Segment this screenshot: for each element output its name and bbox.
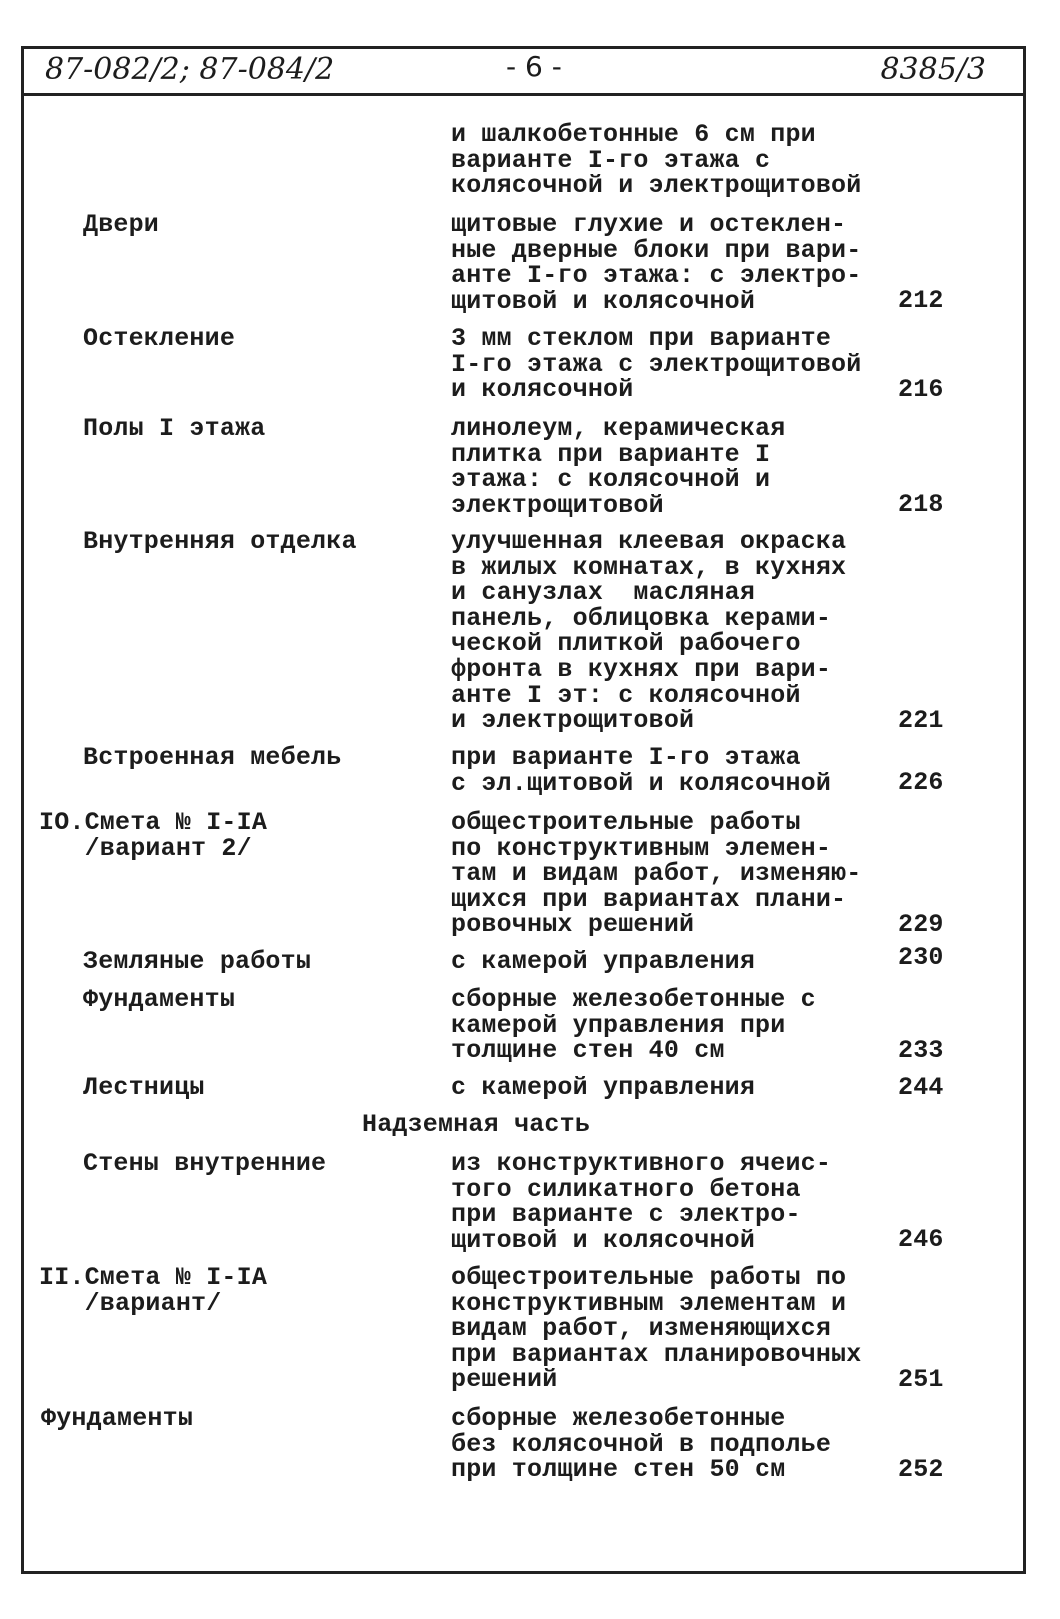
table-row bbox=[0, 1265, 1060, 1393]
row-description: линолеум, керамическая плитка при варианте I этажа: с колясочной и электрощитовой bbox=[451, 414, 786, 520]
row-label: Земляные работы bbox=[83, 947, 312, 976]
table-row bbox=[0, 416, 1060, 518]
row-label: Лестницы bbox=[83, 1073, 205, 1102]
table-row bbox=[0, 1406, 1060, 1483]
table-row bbox=[0, 529, 1060, 734]
row-label: Двери bbox=[83, 210, 160, 239]
row-description: и шалкобетонные 6 см при варианте I-го этажа с колясочной и электрощитовой bbox=[451, 120, 862, 201]
page-number: - 6 - bbox=[506, 50, 562, 83]
row-page: 212 bbox=[898, 286, 944, 316]
section-heading: Надземная часть bbox=[362, 1110, 591, 1139]
row-description: щитовые глухие и остеклен- ные дверные блоки при вари- анте I-го этажа: с электро- щитовой и колясочной bbox=[451, 210, 862, 316]
row-label: Остекление bbox=[83, 324, 236, 353]
row-description: при варианте I-го этажа с эл.щитовой и колясочной bbox=[451, 743, 832, 798]
row-label: IO.Смета № I-IA /вариант 2/ bbox=[39, 808, 268, 863]
row-page: 246 bbox=[898, 1225, 944, 1255]
row-description: общестроительные работы по конструктивным элемен- там и видам работ, изменяю- щихся при вариантах плани- ровочных решений bbox=[451, 808, 862, 940]
row-page: 221 bbox=[898, 706, 944, 736]
table-row bbox=[0, 1075, 1060, 1101]
row-description: общестроительные работы по конструктивным элементам и видам работ, изменяющихся при вариантах планировочных решений bbox=[451, 1263, 862, 1395]
row-page: 226 bbox=[898, 768, 944, 798]
document-codes: 87-082/2; 87-084/2 bbox=[45, 52, 335, 87]
row-page: 251 bbox=[898, 1365, 944, 1395]
row-page: 244 bbox=[898, 1073, 944, 1103]
table-row bbox=[0, 943, 1060, 976]
table-row bbox=[0, 1151, 1060, 1253]
row-label: Встроенная мебель bbox=[83, 743, 342, 772]
row-page: 252 bbox=[898, 1455, 944, 1485]
row-description: с камерой управления bbox=[451, 1073, 756, 1102]
row-page: 233 bbox=[898, 1036, 944, 1066]
row-label: Фундаменты bbox=[41, 1404, 194, 1433]
row-description: сборные железобетонные с камерой управления при толщине стен 40 см bbox=[451, 985, 816, 1066]
row-label: Фундаменты bbox=[83, 985, 236, 1014]
row-description: из конструктивного ячеис- того силикатного бетона при варианте с электро- щитовой и колясочной bbox=[451, 1149, 832, 1255]
row-label: Стены внутренние bbox=[83, 1149, 327, 1178]
table-row bbox=[0, 810, 1060, 938]
row-label: II.Смета № I-IA /вариант/ bbox=[39, 1263, 268, 1318]
row-label: Внутренняя отделка bbox=[83, 527, 357, 556]
row-page: 229 bbox=[898, 910, 944, 940]
row-page: 218 bbox=[898, 490, 944, 520]
row-description: улучшенная клеевая окраска в жилых комнатах, в кухнях и санузлах масляная панель, облицовка керами- ческой плиткой рабочего фронта в кухнях при вари- анте I эт: с колясочной и электрощитовой bbox=[451, 527, 847, 736]
row-description: сборные железобетонные без колясочной в подполье при толщине стен 50 см bbox=[451, 1404, 832, 1485]
row-page: 230 bbox=[898, 943, 944, 973]
row-description: с камерой управления bbox=[451, 947, 756, 976]
row-label: Полы I этажа bbox=[83, 414, 266, 443]
row-description: 3 мм стеклом при варианте I-го этажа с электрощитовой и колясочной bbox=[451, 324, 862, 405]
table-row bbox=[0, 745, 1060, 796]
table-row bbox=[0, 326, 1060, 403]
row-page: 216 bbox=[898, 375, 944, 405]
table-row bbox=[0, 212, 1060, 314]
page-header bbox=[21, 46, 1026, 96]
archive-number: 8385/3 bbox=[880, 52, 986, 87]
table-row bbox=[0, 987, 1060, 1064]
